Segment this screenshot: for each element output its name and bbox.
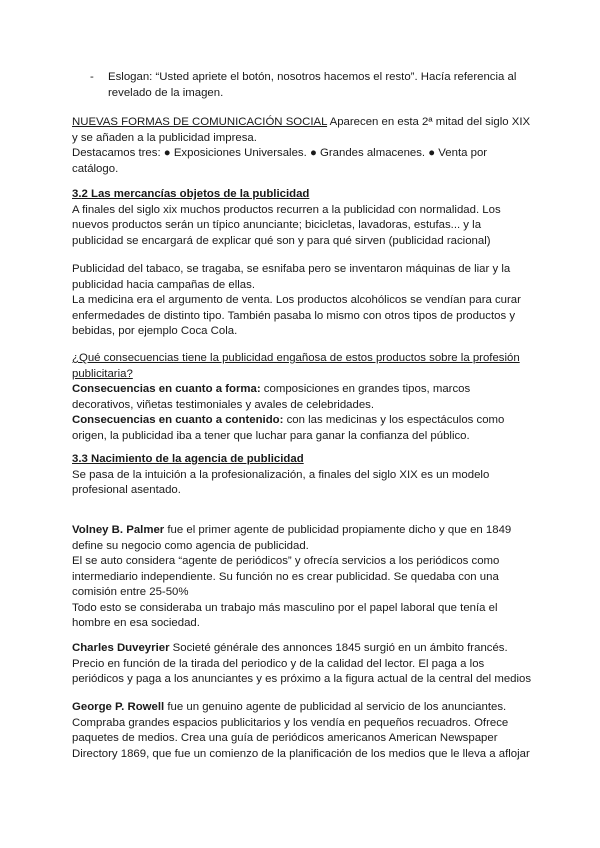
forma-paragraph	[72, 382, 534, 413]
duveyrier-block	[72, 641, 534, 688]
palmer-name: Volney B. Palmer	[72, 524, 165, 536]
forma-label: Consecuencias en cuanto a forma:	[72, 383, 261, 395]
tabaco-paragraph: Publicidad del tabaco, se tragaba, se esnifaba pero se inventaron máquinas de liar y la publicidad hacia campañas de ellas.	[72, 263, 511, 291]
slogan-bullet	[90, 70, 530, 101]
rowell-paragraph	[72, 700, 534, 762]
section-3-3-heading: 3.3 Nacimiento de la agencia de publicidad	[72, 453, 304, 465]
duveyrier-text: Societé générale des annonces 1845 surgió en un ámbito francés. Precio en función de la tirada del periodico y de la calidad del lector. El paga a los periódicos y paga a los anunciantes y es próximo a la figura actual de la central del medios	[72, 642, 532, 685]
tabaco-block	[72, 262, 534, 340]
question-block	[72, 351, 534, 444]
section-3-2-paragraph-1: A finales del siglo xix muchos productos recurren a la publicidad con normalidad. Los nuevos productos serán un típico anunciante; bicicletas, lavadoras, estufas... y la publicidad se encargará de explicar qué son y para qué sirven (publicidad racional)	[72, 203, 501, 247]
palmer-paragraph-3: Todo esto se consideraba un trabajo más masculino por el papel laboral que tenía el hombre en esa sociedad.	[72, 601, 498, 629]
contenido-text: con las medicinas y los espectáculos como origen, la publicidad iba a tener que luchar para ganar la confianza del público.	[72, 414, 505, 442]
forma-text: composiciones en grandes tipos, marcos decorativos, viñetas testimoniales y avales de celebridades.	[72, 383, 471, 411]
section-3-2	[72, 187, 534, 249]
section-3-3-paragraph: Se pasa de la intuición a la profesionalización, a finales del siglo XIX es un modelo profesional asentado.	[72, 468, 490, 496]
nuevas-formas-text: Aparecen en esta 2ª mitad del siglo XIX y se añaden a la publicidad impresa.	[72, 116, 531, 144]
rowell-block	[72, 700, 534, 762]
rowell-text: fue un genuino agente de publicidad al servicio de los anunciantes. Compraba grandes espacios publicitarios y los vendía en pequeños recuadros. Ofrece paquetes de medios. Crea una guía de periódicos americanos American Newspaper Directory 1869, que fue un comienzo de la planificación de los medios que le lleva a aflojar	[72, 701, 530, 760]
nuevas-formas-heading: NUEVAS FORMAS DE COMUNICACIÓN SOCIAL	[72, 116, 328, 128]
medicina-paragraph: La medicina era el argumento de venta. Los productos alcohólicos se vendían para curar enfermedades de distinto tipo. También pasaba lo mismo con otros tipos de productos y bebidas, por ejemplo Coca Cola.	[72, 294, 521, 337]
nuevas-formas-block	[72, 115, 534, 177]
section-3-2-heading: 3.2 Las mercancías objetos de la publicidad	[72, 188, 310, 200]
palmer-text: fue el primer agente de publicidad propiamente dicho y que en 1849 define su negocio como agencia de publicidad.	[72, 524, 512, 552]
duveyrier-paragraph	[72, 641, 534, 688]
destacamos-line: Destacamos tres: ● Exposiciones Universales. ● Grandes almacenes. ● Venta por catálogo.	[72, 147, 488, 175]
bullet-dash: -	[90, 71, 94, 83]
nuevas-formas-paragraph	[72, 115, 534, 146]
contenido-label: Consecuencias en cuanto a contenido:	[72, 414, 284, 426]
question-text: ¿Qué consecuencias tiene la publicidad engañosa de estos productos sobre la profesión publicitaria?	[72, 352, 520, 380]
bullet-text: Eslogan: “Usted apriete el botón, nosotros hacemos el resto”. Hacía referencia al revelado de la imagen.	[108, 71, 517, 99]
palmer-block	[72, 523, 534, 632]
palmer-paragraph-2: El se auto considera “agente de periódicos” y ofrecía servicios a los periódicos como intermediario independiente. Su función no es crear publicidad. Se quedaba con una comisión entre 25-50%	[72, 555, 500, 598]
rowell-name: George P. Rowell	[72, 701, 165, 713]
contenido-paragraph	[72, 413, 534, 444]
section-3-3	[72, 452, 534, 499]
duveyrier-name: Charles Duveyrier	[72, 642, 170, 654]
palmer-paragraph-1	[72, 523, 534, 554]
